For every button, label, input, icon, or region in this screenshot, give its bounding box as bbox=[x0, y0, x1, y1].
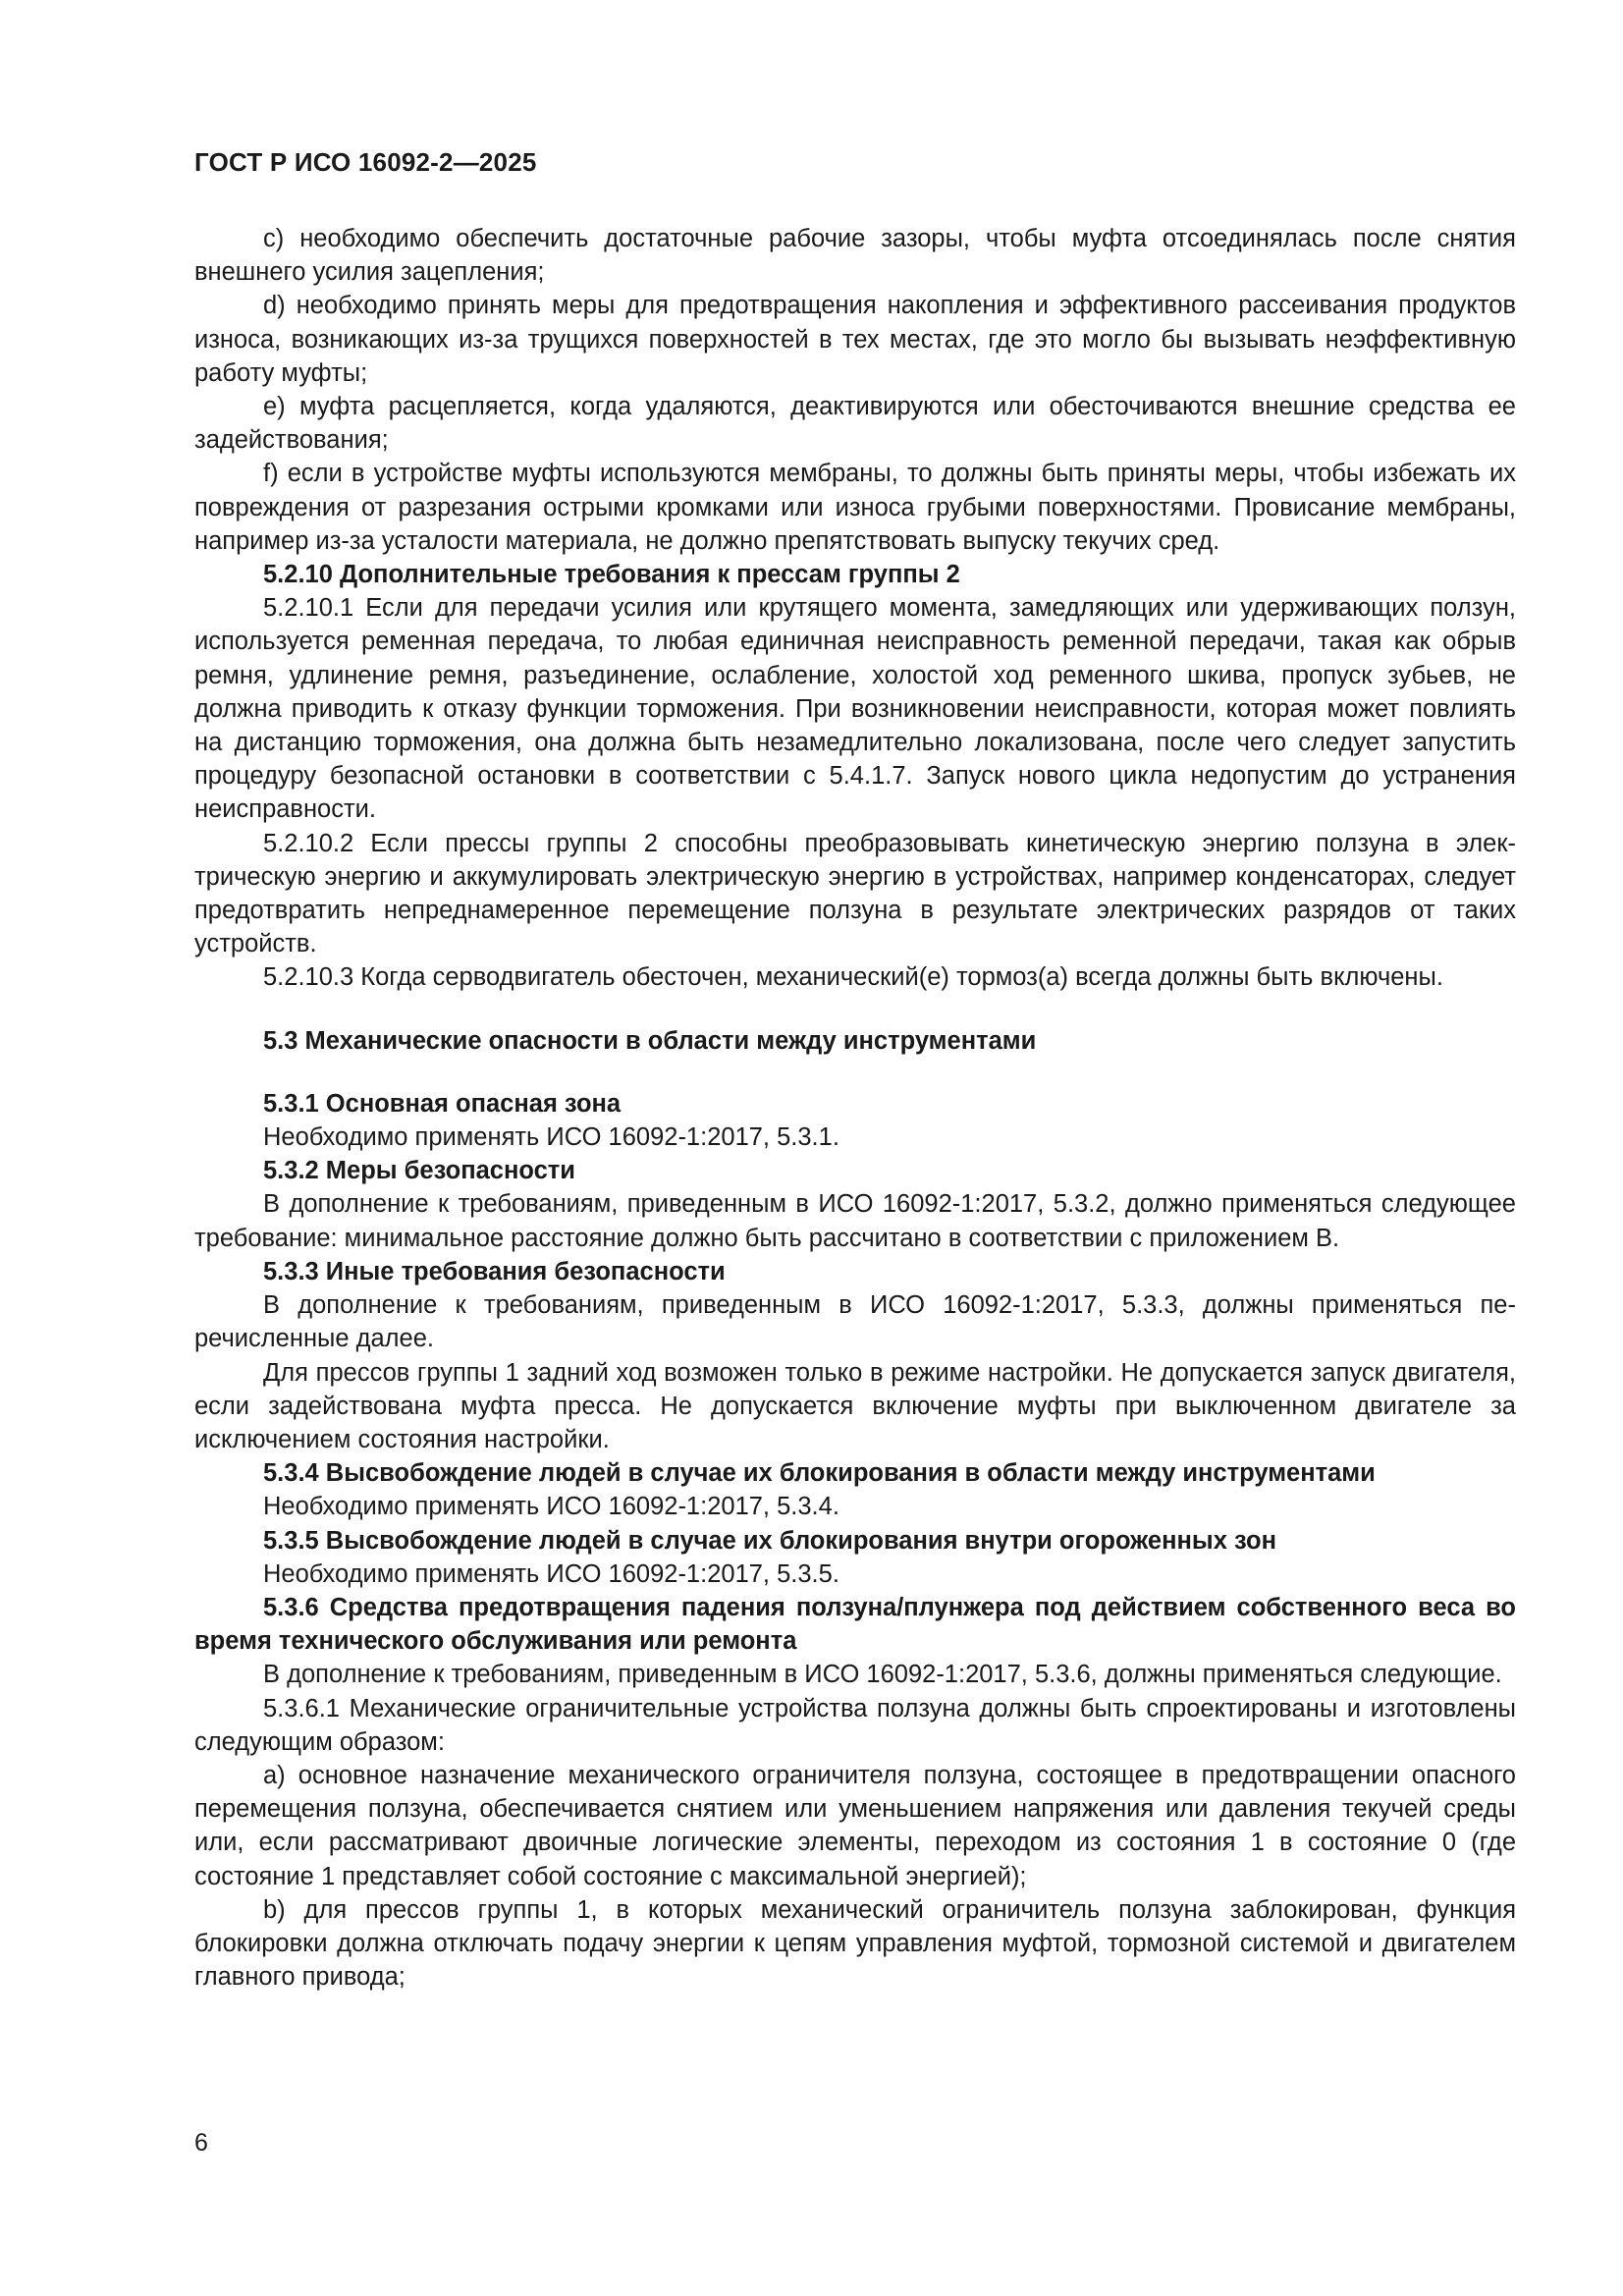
clause-5-2-10-2: 5.2.10.2 Если прессы группы 2 способны преобразовывать кинетическую энергию ползуна в электрическую энергию и аккумулировать электрическую энергию в устройствах, например конденсаторах, следует предотвратить непреднамеренное перемещение ползуна в результате электрических разрядов от таких устройств. bbox=[194, 829, 1516, 958]
clause-5-3-1: Необходимо применять ИСО 16092-1:2017, 5.3.1. bbox=[263, 1123, 839, 1152]
list-item-f: f) если в устройстве муфты используются мембраны, то должны быть приняты меры, чтобы избежать их повреждения от разрезания острыми кромками или износа грубыми поверхностями. Провисание мембраны, например из-за усталости материала, не должно препятствовать выпуску текучих сред. bbox=[194, 460, 1516, 555]
clause-5-2-10-3: 5.2.10.3 Когда серводвигатель обесточен, механический(е) тормоз(а) всегда должны быть включены. bbox=[263, 963, 1443, 992]
clause-5-3-3-text: Для прессов группы 1 задний ход возможен только в режиме настройки. Не допускается запуск двигателя, если задействована муфта пресса. Не допускается включение муфты при выключенном двигателе за исключением состояния настройки. bbox=[194, 1358, 1516, 1453]
section-heading-5-2-10: 5.2.10 Дополнительные требования к прессам группы 2 bbox=[263, 561, 960, 589]
section-heading-5-3: 5.3 Механические опасности в области между инструментами bbox=[263, 1026, 1037, 1055]
document-body bbox=[194, 222, 1516, 1994]
clause-5-3-5: Необходимо применять ИСО 16092-1:2017, 5.3.5. bbox=[263, 1559, 839, 1588]
list-item-e: e) муфта расцепляется, когда удаляются, деактивируются или обесточиваются внешние средства ее задействования; bbox=[194, 393, 1516, 455]
section-heading-5-3-4: 5.3.4 Высвобождение людей в случае их блокирования в области между инструментами bbox=[263, 1459, 1376, 1488]
clause-5-3-6-1: 5.3.6.1 Механические ограничительные устройства ползуна должны быть спроектированы и изготовлены следующим образом: bbox=[194, 1694, 1516, 1756]
clause-5-3-2: В дополнение к требованиям, приведенным в ИСО 16092-1:2017, 5.3.2, должно применяться следующее требование: минимальное расстояние должно быть рассчитано в соответствии с приложением В. bbox=[194, 1190, 1516, 1252]
clause-5-2-10-1: 5.2.10.1 Если для передачи усилия или крутящего момента, замедляющих или удерживающих ползун, используется ременная передача, то любая единичная неисправность ременной передачи, такая как обрыв ремня, удлинение ремня, разъединение, ослабление, холостой ход ременного шкива, пропуск зубьев, не должна приводить к отказу функции торможения. При возникновении неисправности, которая может повлиять на дистанцию торможения, она должна быть незамедлительно локализована, после чего следует запустить процедуру безопасной остановки в соответствии с 5.4.1.7. Запуск нового цикла недопустим до устранения неисправности. bbox=[194, 594, 1516, 824]
clause-5-3-4: Необходимо применять ИСО 16092-1:2017, 5.3.4. bbox=[263, 1493, 839, 1521]
clause-5-3-6: В дополнение к требованиям, приведенным в ИСО 16092-1:2017, 5.3.6, должны применяться следующие. bbox=[263, 1661, 1502, 1689]
section-heading-5-3-6: 5.3.6 Средства предотвращения падения ползуна/плунжера под действием собственного веса во время технического обслуживания или ремонта bbox=[194, 1593, 1516, 1656]
section-heading-5-3-2: 5.3.2 Меры безопасности bbox=[263, 1157, 575, 1185]
list-item-b: b) для прессов группы 1, в которых механический ограничитель ползуна заблокирован, функция блокировки должна отключать подачу энергии к цепям управления муфтой, тормозной системой и двигателем главного привода; bbox=[194, 1895, 1516, 1992]
clause-5-3-3-intro: В дополнение к требованиям, приведенным в ИСО 16092-1:2017, 5.3.3, должны применяться перечисленные далее. bbox=[194, 1291, 1516, 1353]
list-item-d: d) необходимо принять меры для предотвращения накопления и эффективного рассеивания продуктов износа, возникающих из-за трущихся поверхностей в тех местах, где это могло бы вызывать неэффективную работу муфты; bbox=[194, 292, 1516, 387]
section-heading-5-3-3: 5.3.3 Иные требования безопасности bbox=[263, 1257, 726, 1285]
page-number: 6 bbox=[194, 2129, 208, 2157]
section-heading-5-3-5: 5.3.5 Высвобождение людей в случае их блокирования внутри огороженных зон bbox=[263, 1526, 1276, 1555]
list-item-c: c) необходимо обеспечить достаточные рабочие зазоры, чтобы муфта отсоединялась после снятия внешнего усилия зацепления; bbox=[194, 225, 1516, 287]
document-designation: ГОСТ Р ИСО 16092-2—2025 bbox=[194, 147, 537, 177]
section-heading-5-3-1: 5.3.1 Основная опасная зона bbox=[263, 1089, 622, 1118]
list-item-a: a) основное назначение механического ограничителя ползуна, состоящее в предотвращении опасного перемещения ползуна, обеспечивается снятием или уменьшением напряжения или давления текучей среды или, если рассматривают двоичные логические элементы, переходом из состояния 1 в состояние 0 (где состояние 1 представляет собой состояние с максимальной энергией); bbox=[194, 1761, 1516, 1890]
